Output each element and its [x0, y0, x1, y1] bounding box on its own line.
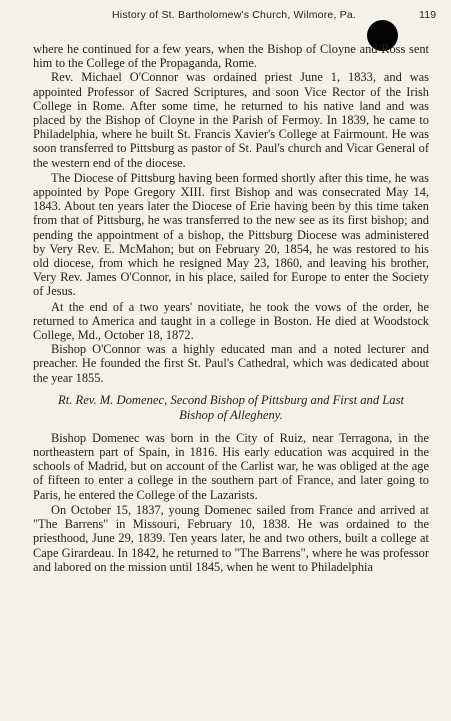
running-title: History of St. Bartholomew's Church, Wilmore, Pa. — [112, 9, 357, 21]
section-heading: Rt. Rev. M. Domenec, Second Bishop of Pittsburg and First and Last Bishop of Allegheny. — [58, 392, 404, 422]
paragraph: At the end of a two years' novitiate, he took the vows of the order, he returned to America and taught in a college in Boston. He died at Woodstock College, Md., October 18, 1872. — [33, 299, 429, 343]
page-number: 119 — [419, 9, 437, 21]
paragraph: The Diocese of Pittsburg having been formed shortly after this time, he was appointed by Pope Gregory XIII. first Bishop and was consecrated May 14, 1843. About ten years later the Diocese of Erie having been by this time taken from that of Pittsburg, he was transferred to the new see as its first bishop; and pending the appointment of a bishop, the Pittsburg Diocese was administered by Very Rev. E. McMahon; but on February 20, 1854, he was restored to his old diocese, from which he resigned May 23, 1860, and leaving his brother, Very Rev. James O'Connor, in his place, sailed for Europe to enter the Society of Jesus. — [33, 170, 429, 299]
paragraph: Bishop Domenec was born in the City of Ruiz, near Terragona, in the northeastern part of Spain, in 1816. His early education was acquired in the schools of Madrid, but on account of the Carlist war, he was obliged at the age of fifteen to enter a college in the southern part of France, and later going to Paris, he entered the College of the Lazarists. — [33, 430, 429, 502]
paragraph: Rev. Michael O'Connor was ordained priest June 1, 1833, and was appointed Professor of Sacred Scriptures, and soon Vice Rector of the Irish College in Rome. After some time, he returned to his native land and was placed by the Bishop of Cloyne in the Parish of Fermoy. In 1839, he came to Philadelphia, where he built St. Francis Xavier's College at Fairmount. He was soon transferred to Pittsburg as pastor of St. Paul's church and Vicar General of the western end of the diocese. — [33, 70, 429, 170]
paragraph: Bishop O'Connor was a highly educated man and a noted lecturer and preacher. He founded the first St. Paul's Cathedral, which was dedicated about the year 1855. — [33, 342, 429, 385]
paragraph-continued: where he continued for a few years, when the Bishop of Cloyne and Ross sent him to the College of the Propaganda, Rome. — [33, 42, 429, 71]
paragraph: On October 15, 1837, young Domenec sailed from France and arrived at "The Barrens" in Missouri, February 10, 1838. He was ordained to the priesthood, June 29, 1839. Ten years later, he and two others, built a college at Cape Girardeau. In 1842, he returned to "The Barrens", where he was professor and labored on the mission until 1845, when he went to Philadelphia — [33, 502, 429, 574]
page-body — [33, 42, 429, 574]
